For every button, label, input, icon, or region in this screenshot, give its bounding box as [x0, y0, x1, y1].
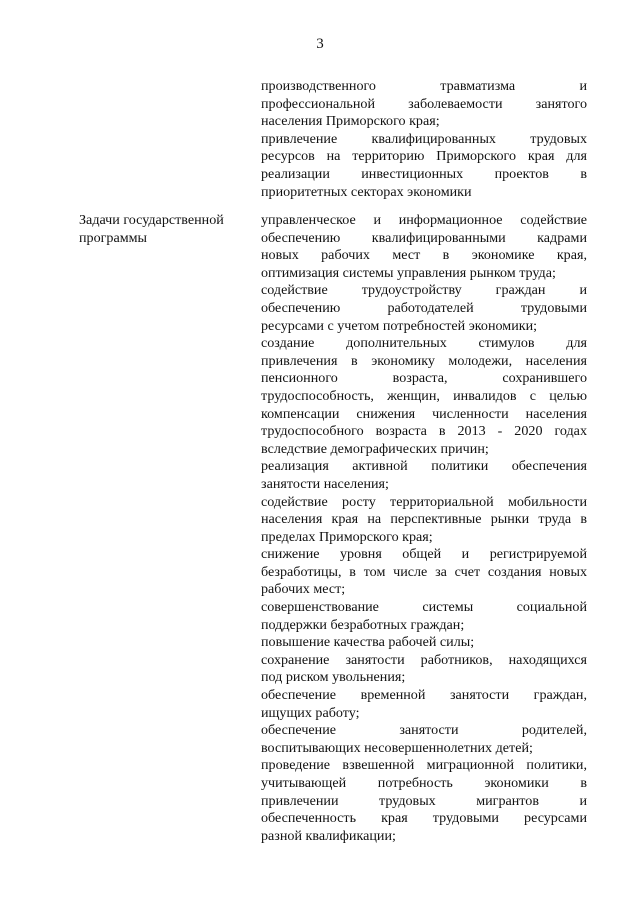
text-line: компенсации снижения численности населения: [261, 405, 587, 422]
text-line: привлечения в экономику молодежи, населения: [261, 352, 587, 369]
text-line: проведение взвешенной миграционной политики,: [261, 757, 587, 774]
tasks-label: [79, 212, 247, 247]
text-line: профессиональной заболеваемости занятого: [261, 95, 587, 112]
text-line: повышение качества рабочей силы;: [261, 634, 475, 651]
text-line: пределах Приморского края;: [261, 528, 433, 545]
tasks-text-block: [261, 212, 587, 845]
continuation-text-block: [261, 78, 587, 201]
text-line: привлечение квалифицированных трудовых: [261, 130, 587, 147]
text-line: трудоспособность, женщин, инвалидов с целью: [261, 387, 587, 404]
text-line: приоритетных секторах экономики: [261, 183, 472, 200]
text-line: привлечении трудовых мигрантов и: [261, 792, 587, 809]
text-line: населения Приморского края;: [261, 113, 440, 130]
page-number: 3: [316, 36, 324, 52]
text-line: ресурсами с учетом потребностей экономики;: [261, 317, 538, 334]
text-line: вследствие демографических причин;: [261, 440, 489, 457]
text-line: производственного травматизма и: [261, 78, 587, 94]
text-line: сохранение занятости работников, находящихся: [261, 651, 587, 668]
text-line: реализации инвестиционных проектов в: [261, 165, 587, 182]
text-line: безработицы, в том числе за счет создания новых: [261, 563, 587, 580]
text-line: управленческое и информационное содействие: [261, 212, 587, 228]
text-line: обеспечение временной занятости граждан,: [261, 687, 587, 704]
text-line: снижение уровня общей и регистрируемой: [261, 546, 587, 563]
label-line: программы: [79, 229, 148, 246]
text-line: ресурсов на территорию Приморского края для: [261, 148, 587, 165]
text-line: содействие трудоустройству граждан и: [261, 282, 587, 299]
label-line: Задачи государственной: [79, 212, 224, 228]
text-line: оптимизация системы управления рынком труда;: [261, 264, 556, 281]
text-line: обеспечению работодателей трудовыми: [261, 299, 587, 316]
text-line: трудоспособного возраста в 2013 - 2020 годах: [261, 423, 587, 440]
text-line: реализация активной политики обеспечения: [261, 458, 587, 475]
text-line: обеспечение занятости родителей,: [261, 722, 587, 739]
text-line: под риском увольнения;: [261, 669, 406, 686]
text-line: занятости населения;: [261, 475, 389, 492]
text-line: ищущих работу;: [261, 704, 360, 721]
text-line: рабочих мест;: [261, 581, 346, 598]
text-line: обеспечению квалифицированными кадрами: [261, 229, 587, 246]
text-line: создание дополнительных стимулов для: [261, 335, 587, 352]
text-line: обеспеченность края трудовыми ресурсами: [261, 810, 587, 827]
text-line: воспитывающих несовершеннолетних детей;: [261, 739, 533, 756]
text-line: новых рабочих мест в экономике края,: [261, 247, 587, 264]
text-line: населения края на перспективные рынки труда в: [261, 511, 587, 528]
text-line: учитывающей потребность экономики в: [261, 775, 587, 791]
text-line: разной квалификации;: [261, 827, 396, 844]
text-line: пенсионного возраста, сохранившего: [261, 370, 587, 387]
text-line: содействие росту территориальной мобильности: [261, 493, 587, 510]
text-line: поддержки безработных граждан;: [261, 616, 465, 633]
text-line: совершенствование системы социальной: [261, 599, 587, 616]
